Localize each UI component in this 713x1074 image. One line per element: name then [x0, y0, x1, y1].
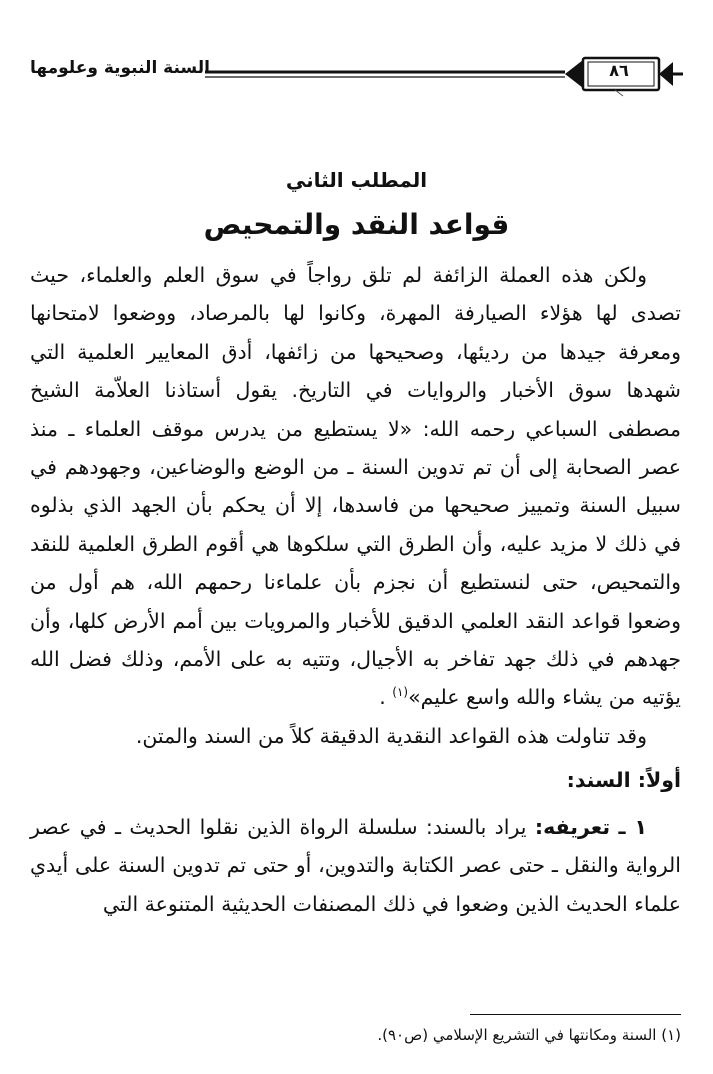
item-number: ١ ـ [618, 814, 647, 839]
paragraph-3 [30, 808, 681, 923]
paragraph-1-end: . [379, 685, 386, 710]
body-text [30, 256, 681, 923]
paragraph-3-text: يراد بالسند: سلسلة الرواة الذين نقلوا الحديث ـ في عصر الرواية والنقل ـ حتى عصر الكتابة والتدوين، أو حتى تم تدوين السنة على أيدي علماء الحديث الذين وضعوا في ذلك المصنفات الحديثية المتنوعة التي [30, 814, 681, 916]
paragraph-2: وقد تناولت هذه القواعد النقدية الدقيقة كلاً من السند والمتن. [135, 723, 647, 748]
footnote-reference[interactable]: (١) [392, 685, 409, 700]
running-title: السنة النبوية وعلومها [30, 58, 210, 78]
page-number: ٨٦ [609, 61, 629, 80]
definition-term: تعريفه: [534, 814, 611, 839]
footnote: (١) السنة ومكانتها في التشريع الإسلامي (ص٩٠). [377, 1026, 681, 1044]
paragraph-1-text: ولكن هذه العملة الزائفة لم تلق رواجاً في سوق العلم والعلماء، حيث تصدى لها هؤلاء الصيارفة المهرة، وكانوا لها بالمرصاد، ووضعوا لامتحانها ومعرفة جيدها من رديئها، وصحيحها من زائفها، أدق المعايير العلمية التي شهدها سوق الأخبار والروايات في التاريخ. يقول أستاذنا العلاّمة الشيخ مصطفى السباعي رحمه الله: «لا يستطيع من يدرس موقف العلماء ـ منذ عصر الصحابة إلى أن تم تدوين السنة ـ من الوضع والوضاعين، وجهودهم في سبيل السنة وتمييز صحيحها من فاسدها، إلا أن يحكم بأن الجهد الذي بذلوه في ذلك لا مزيد عليه، وأن الطرق التي سلكوها هي أقوم الطرق العلمية للنقد والتمحيص، حتى لنستطيع أن نجزم بأن علماءنا رحمهم الله، هم أول من وضعوا قواعد النقد العلمي الدقيق للأخبار والمرويات بين أمم الأرض كلها، وأن جهدهم في ذلك جهد تفاخر به الأجيال، وتتيه به على الأمم، وذلك فضل الله يؤتيه من يشاء والله واسع عليم» [30, 263, 681, 710]
footnote-divider [470, 1014, 681, 1015]
section-label: المطلب الثاني [285, 168, 428, 192]
paragraph-1 [30, 256, 681, 717]
chapter-title: قواعد النقد والتمحيص [203, 208, 510, 241]
subheading-sanad: أولاً: السند: [566, 768, 681, 793]
